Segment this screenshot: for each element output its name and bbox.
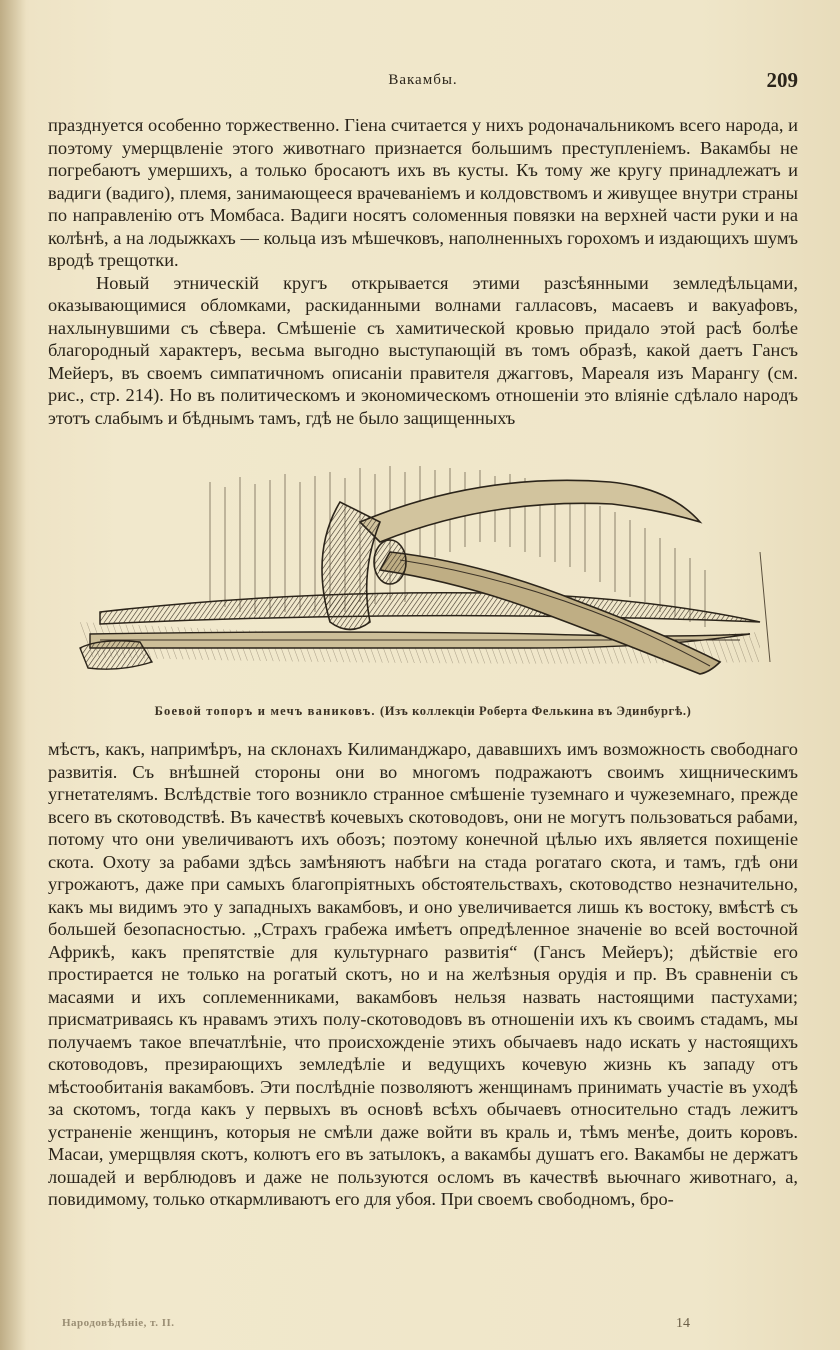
caption-source: (Изъ коллекціи Роберта Фелькина въ Эдинбургѣ.)	[380, 704, 692, 718]
sheet-number: 14	[676, 1316, 690, 1331]
engraving-figure	[60, 462, 780, 684]
figure-caption	[48, 704, 798, 719]
axe-and-sword-engraving	[60, 462, 780, 684]
running-title: Вакамбы.	[388, 72, 458, 88]
paragraph: празднуется особенно торжественно. Гіена считается у нихъ родоначальникомъ всего народа, и поэтому умерщвленіе этого животнаго признается большимъ преступленіемъ. Вакамбы не погребаютъ умершихъ, а только бросаютъ ихъ въ кусты. Къ тому же кругу принадлежатъ и вадиги (вадиго), племя, занимающееся врачеваніемъ и колдовствомъ и живущее внутри страны по направленію отъ Момбаса. Вадиги носятъ соломенныя повязки на верхней части руки и на колѣнѣ, а на лодыжкахъ — кольца изъ мѣшечковъ, наполненныхъ горохомъ и издающихъ шумъ вродѣ трещотки.	[48, 115, 798, 270]
caption-main: Боевой топоръ и мечъ ваниковъ.	[154, 704, 376, 718]
page-header	[48, 68, 798, 96]
paragraph: мѣстъ, какъ, напримѣръ, на склонахъ Килиманджаро, дававшихъ имъ возможность свободнаго развитія. Съ внѣшней стороны они во многомъ подражаютъ своимъ хищническимъ угнетателямъ. Вслѣдствіе того возникло странное смѣшеніе туземнаго и чужеземнаго, прежде всего въ скотоводствѣ. Въ качествѣ кочевыхъ скотоводовъ, они не могутъ пользоваться рабами, потому что они увеличиваютъ ихъ обозъ; поэтому конечной цѣлью ихъ является похищеніе скота. Охоту за рабами здѣсь замѣняютъ набѣги на стада рогатаго скота, и тамъ, гдѣ они угрожаютъ, даже при самыхъ благопріятныхъ обстоятельствахъ, скотоводство незначительно, какъ мы видимъ это у западныхъ вакамбовъ, и оно увеличивается лишь къ востоку, вмѣстѣ съ большей безопасностью. „Страхъ грабежа имѣетъ опредѣленное значеніе во всей восточной Африкѣ, какъ препятствіе для культурнаго развитія“ (Гансъ Мейеръ); дѣйствіе его простирается не только на рогатый скотъ, но и на желѣзныя орудія и пр. Въ сравненіи съ масаями и ихъ соплеменниками, вакамбовъ нельзя назвать настоящими пастухами; присматриваясь къ нравамъ этихъ полу-скотоводовъ въ отношеніи ихъ къ своимъ стадамъ, мы получаемъ такое впечатлѣніе, что происхожденіе этихъ обычаевъ надо искать у настоящихъ скотоводовъ, презирающихъ земледѣліе и ведущихъ кочевую жизнь къ западу отъ мѣстообитанія вакамбовъ. Эти послѣдніе позволяютъ женщинамъ принимать участіе въ уходѣ за скотомъ, тогда какъ у первыхъ въ основѣ всѣхъ обычаевъ относительно стадъ лежитъ устраненіе женщинъ, которыя не смѣли даже войти въ краль и, тѣмъ менѣе, доить коровъ. Масаи, умерщвляя скотъ, колютъ его въ затылокъ, а вакамбы душатъ его. Вакамбы не держатъ лошадей и верблюдовъ и даже не пользуются осломъ въ качествѣ вьючнаго животнаго, а, повидимому, только откармливаютъ его для убоя. При своемъ свободномъ, бро-	[48, 739, 798, 1209]
paragraph: Новый этническій кругъ открывается этими разсѣянными земледѣльцами, оказывающимися обломками, раскиданными волнами галласовъ, масаевъ и вакуафовъ, нахлынувшими съ сѣвера. Смѣшеніе съ хамитической кровью придало этой расѣ болѣе благородный характеръ, весьма выгодно выступающій въ томъ образѣ, какой даетъ Гансъ Мейеръ, въ своемъ симпатичномъ описаніи правителя джагговъ, Мареаля изъ Марангу (см. рис., стр. 214). Но въ политическомъ и экономическомъ отношеніи это вліяніе сдѣлало народъ этотъ слабымъ и бѣднымъ тамъ, гдѣ не было защищенныхъ	[48, 272, 798, 428]
page-spine-shadow	[0, 0, 26, 1350]
printer-signature: Народовѣдѣніе, т. II.	[62, 1317, 175, 1329]
text-block-bottom	[48, 738, 798, 1211]
page-number: 209	[766, 68, 798, 92]
text-block-top	[48, 114, 798, 429]
